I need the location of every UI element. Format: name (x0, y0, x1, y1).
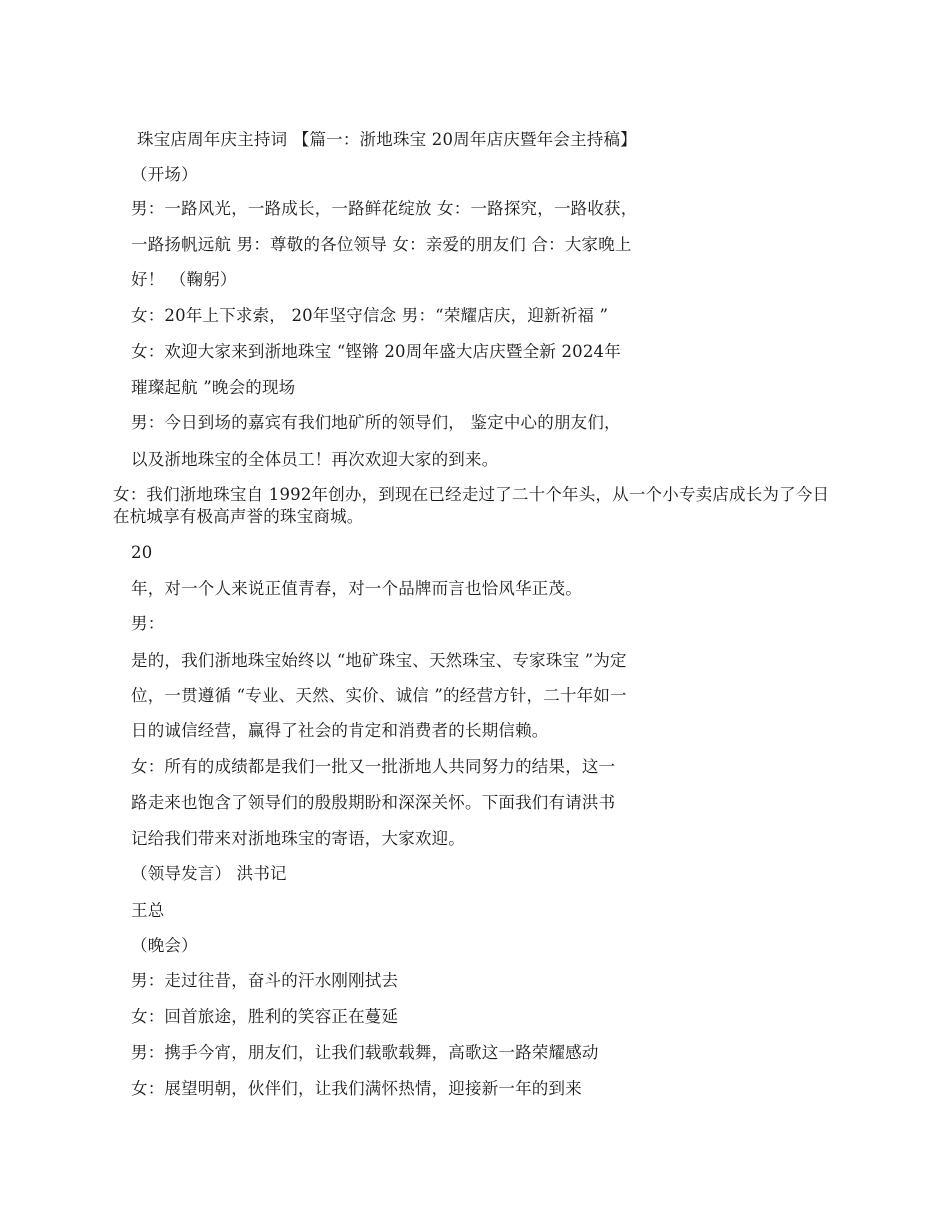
paragraph: 好！ （鞠躬） (131, 270, 237, 289)
paragraph: 记给我们带来对浙地珠宝的寄语，大家欢迎。 (131, 829, 465, 848)
paragraph: 一路扬帆远航 男：尊敬的各位领导 女：亲爱的朋友们 合：大家晚上 (131, 235, 632, 254)
paragraph: 以及浙地珠宝的全体员工！再次欢迎大家的到来。 (131, 450, 499, 469)
paragraph: 路走来也饱含了领导们的殷殷期盼和深深关怀。下面我们有请洪书 (131, 793, 616, 812)
paragraph: 女：所有的成绩都是我们一批又一批浙地人共同努力的结果，这一 (131, 757, 616, 776)
document-title: 珠宝店周年庆主持词 【篇一：浙地珠宝 20周年店庆暨年会主持稿】 (137, 130, 637, 149)
paragraph: 位，一贯遵循 “专业、天然、实价、诚信 ”的经营方针，二十年如一 (131, 686, 627, 705)
paragraph: 女：展望明朝，伙伴们，让我们满怀热情，迎接新一年的到来 (131, 1079, 582, 1098)
paragraph: 男：走过往昔，奋斗的汗水刚刚拭去 (131, 971, 399, 990)
paragraph: 男：一路风光，一路成长，一路鲜花绽放 女：一路探究，一路收获， (131, 199, 638, 218)
paragraph: 男：今日到场的嘉宾有我们地矿所的领导们， 鉴定中心的朋友们， (131, 413, 621, 432)
paragraph-wrapped: 女：我们浙地珠宝自 1992年创办，到现在已经走过了二十个年头，从一个小专卖店成长为了今日在杭城享有极高声誉的珠宝商城。 (113, 485, 830, 526)
paragraph: 20 (131, 543, 153, 562)
paragraph: 女：欢迎大家来到浙地珠宝 “铿锵 20周年盛大店庆暨全新 2024年 (131, 342, 621, 361)
paragraph: 女：回首旅途，胜利的笑容正在蔓延 (131, 1007, 399, 1026)
paragraph: 王总 (131, 901, 165, 920)
paragraph: 日的诚信经营，赢得了社会的肯定和消费者的长期信赖。 (131, 721, 549, 740)
paragraph: 璀璨起航 ”晚会的现场 (131, 378, 296, 397)
paragraph: 男：携手今宵，朋友们，让我们载歌载舞，高歌这一路荣耀感动 (131, 1043, 599, 1062)
paragraph: （晚会） (131, 936, 198, 955)
paragraph: 年，对一个人来说正值青春，对一个品牌而言也恰风华正茂。 (131, 579, 582, 598)
paragraph: （开场） (131, 165, 198, 184)
paragraph: 男： (131, 614, 165, 633)
paragraph: 女：20年上下求索， 20年坚守信念 男：“荣耀店庆，迎新祈福 ” (131, 306, 609, 325)
paragraph: （领导发言） 洪书记 (131, 864, 287, 883)
paragraph: 是的，我们浙地珠宝始终以 “地矿珠宝、天然珠宝、专家珠宝 ”为定 (131, 651, 627, 670)
